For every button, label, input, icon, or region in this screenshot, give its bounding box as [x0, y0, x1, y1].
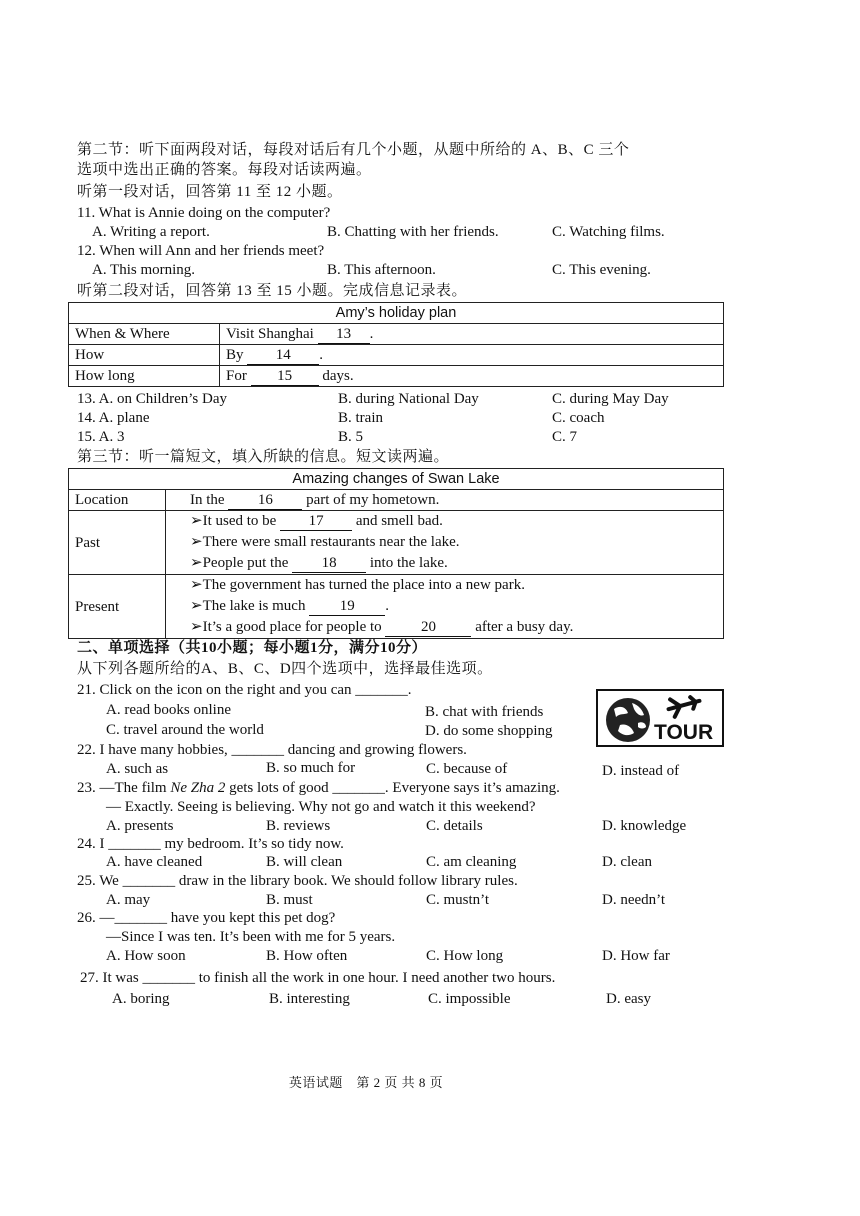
q23-film-title: Ne Zha 2 [170, 780, 226, 796]
page-footer: 英语试题 第 2 页 共 8 页 [288, 1075, 444, 1090]
tour-icon [596, 689, 724, 747]
q27-option-c: C. impossible [428, 991, 511, 1007]
swan-lake-title: Amazing changes of Swan Lake [69, 469, 724, 490]
q26-option-d: D. How far [602, 948, 670, 964]
q21-option-c: C. travel around the world [106, 722, 264, 738]
location-end: part of my hometown. [306, 492, 440, 508]
q22-option-a: A. such as [106, 761, 169, 777]
q12-option-a: A. This morning. [92, 262, 196, 278]
present-line3-end: after a busy day. [475, 619, 574, 635]
location-label: Location [69, 490, 166, 511]
q21-option-d: D. do some shopping [425, 723, 553, 739]
q27-option-d: D. easy [606, 991, 651, 1007]
part2-heading: 二、单项选择（共10小题；每小题1分，满分10分） [77, 640, 428, 656]
blank-14: 14 [247, 347, 319, 365]
how-label: How [69, 345, 220, 366]
question-26: 26. —_______ have you kept this pet dog? [77, 910, 336, 926]
q26-option-b: B. How often [266, 948, 348, 964]
past-cell [166, 511, 724, 575]
question-12: 12. When will Ann and her friends meet? [77, 243, 325, 259]
dialog2-instruction: 听第二段对话，回答第 13 至 15 小题。完成信息记录表。 [77, 283, 468, 299]
q14-option-b: B. train [338, 410, 383, 426]
logo-tour-text: TOUR [654, 721, 714, 744]
q22-option-c: C. because of [426, 761, 508, 777]
question-22: 22. I have many hobbies, _______ dancing and growing flowers. [77, 742, 467, 758]
question-21: 21. Click on the icon on the right and you can _______. [77, 682, 412, 698]
swan-lake-table [68, 468, 724, 639]
q13-option-c: C. during May Day [552, 391, 669, 407]
q23-option-a: A. presents [106, 818, 174, 834]
q13-option-b: B. during National Day [338, 391, 479, 407]
q26-reply: —Since I was ten. It’s been with me for 5 years. [106, 929, 396, 945]
q14-option-a: 14. A. plane [77, 410, 150, 426]
section3-instruction: 第三节：听一篇短文，填入所缺的信息。短文读两遍。 [77, 449, 450, 465]
dialog1-instruction: 听第一段对话，回答第 11 至 12 小题。 [77, 184, 343, 200]
q23-reply: — Exactly. Seeing is believing. Why not go and watch it this weekend? [106, 799, 536, 815]
part2-instruction: 从下列各题所给的A、B、C、D四个选项中，选择最佳选项。 [77, 661, 493, 677]
present-line2-end: . [385, 598, 389, 614]
question-25: 25. We _______ draw in the library book. We should follow library rules. [77, 873, 518, 889]
q26-option-a: A. How soon [106, 948, 186, 964]
question-24: 24. I _______ my bedroom. It’s so tidy now. [77, 836, 344, 852]
q11-option-b: B. Chatting with her friends. [327, 224, 499, 240]
q26-option-c: C. How long [426, 948, 504, 964]
when-where-cell [220, 324, 724, 345]
question-23 [77, 779, 560, 798]
q21-option-a: A. read books online [106, 702, 231, 718]
blank-13: 13 [318, 326, 370, 344]
past-line3-text: ➢People put the [190, 555, 289, 571]
location-text: In the [190, 492, 225, 508]
q11-option-a: A. Writing a report. [92, 224, 210, 240]
q23-option-c: C. details [426, 818, 483, 834]
q27-option-b: B. interesting [269, 991, 350, 1007]
when-where-label: When & Where [69, 324, 220, 345]
past-line1-end: and smell bad. [355, 513, 443, 529]
q23-text-start: 23. —The film [77, 780, 171, 796]
present-cell [166, 575, 724, 639]
past-line1-text: ➢It used to be [190, 513, 277, 529]
q24-option-b: B. will clean [266, 854, 343, 870]
when-where-end: . [369, 326, 374, 342]
q25-option-a: A. may [106, 892, 151, 908]
how-long-cell [220, 366, 724, 387]
q12-option-b: B. This afternoon. [327, 262, 436, 278]
q25-option-d: D. needn’t [602, 892, 666, 908]
q11-option-c: C. Watching films. [552, 224, 665, 240]
q27-option-a: A. boring [112, 991, 170, 1007]
q23-text-end: gets lots of good _______. Everyone says it’s amazing. [225, 780, 560, 796]
when-where-text: Visit Shanghai [226, 326, 314, 342]
q13-option-a: 13. A. on Children’s Day [77, 391, 227, 407]
q24-option-c: C. am cleaning [426, 854, 517, 870]
q24-option-a: A. have cleaned [106, 854, 203, 870]
how-long-text: For [226, 368, 247, 384]
q14-option-c: C. coach [552, 410, 605, 426]
q22-option-d: D. instead of [602, 763, 680, 779]
holiday-plan-title: Amy’s holiday plan [69, 303, 724, 324]
how-end: . [319, 347, 324, 363]
q24-option-d: D. clean [602, 854, 652, 870]
blank-16: 16 [228, 492, 302, 510]
blank-15: 15 [251, 368, 319, 386]
past-line2: ➢There were small restaurants near the lake. [190, 534, 460, 550]
holiday-plan-table [68, 302, 724, 387]
blank-19: 19 [309, 598, 385, 616]
past-line3-end: into the lake. [369, 555, 448, 571]
question-11: 11. What is Annie doing on the computer? [77, 205, 331, 221]
how-text: By [226, 347, 244, 363]
q23-option-d: D. knowledge [602, 818, 687, 834]
q23-option-b: B. reviews [266, 818, 331, 834]
q15-option-b: B. 5 [338, 429, 364, 445]
how-cell [220, 345, 724, 366]
q22-option-b: B. so much for [266, 760, 356, 776]
section2-intro-line2: 选项中选出正确的答案。每段对话读两遍。 [77, 162, 372, 178]
present-label: Present [69, 575, 166, 639]
blank-20: 20 [385, 619, 471, 637]
question-27: 27. It was _______ to finish all the work in one hour. I need another two hours. [80, 970, 556, 986]
blank-17: 17 [280, 513, 352, 531]
how-long-label: How long [69, 366, 220, 387]
q12-option-c: C. This evening. [552, 262, 651, 278]
q25-option-b: B. must [266, 892, 313, 908]
how-long-end: days. [322, 368, 354, 384]
present-line2-text: ➢The lake is much [190, 598, 306, 614]
globe-plane-icon [598, 691, 722, 745]
q15-option-c: C. 7 [552, 429, 578, 445]
section2-intro-line1: 第二节：听下面两段对话，每段对话后有几个小题，从题中所给的 A、B、C 三个 [77, 142, 630, 158]
q25-option-c: C. mustn’t [426, 892, 490, 908]
present-line1: ➢The government has turned the place into a new park. [190, 577, 525, 593]
blank-18: 18 [292, 555, 366, 573]
present-line3-text: ➢It’s a good place for people to [190, 619, 382, 635]
q21-option-b: B. chat with friends [425, 704, 544, 720]
q15-option-a: 15. A. 3 [77, 429, 125, 445]
past-label: Past [69, 511, 166, 575]
location-cell [166, 490, 724, 511]
